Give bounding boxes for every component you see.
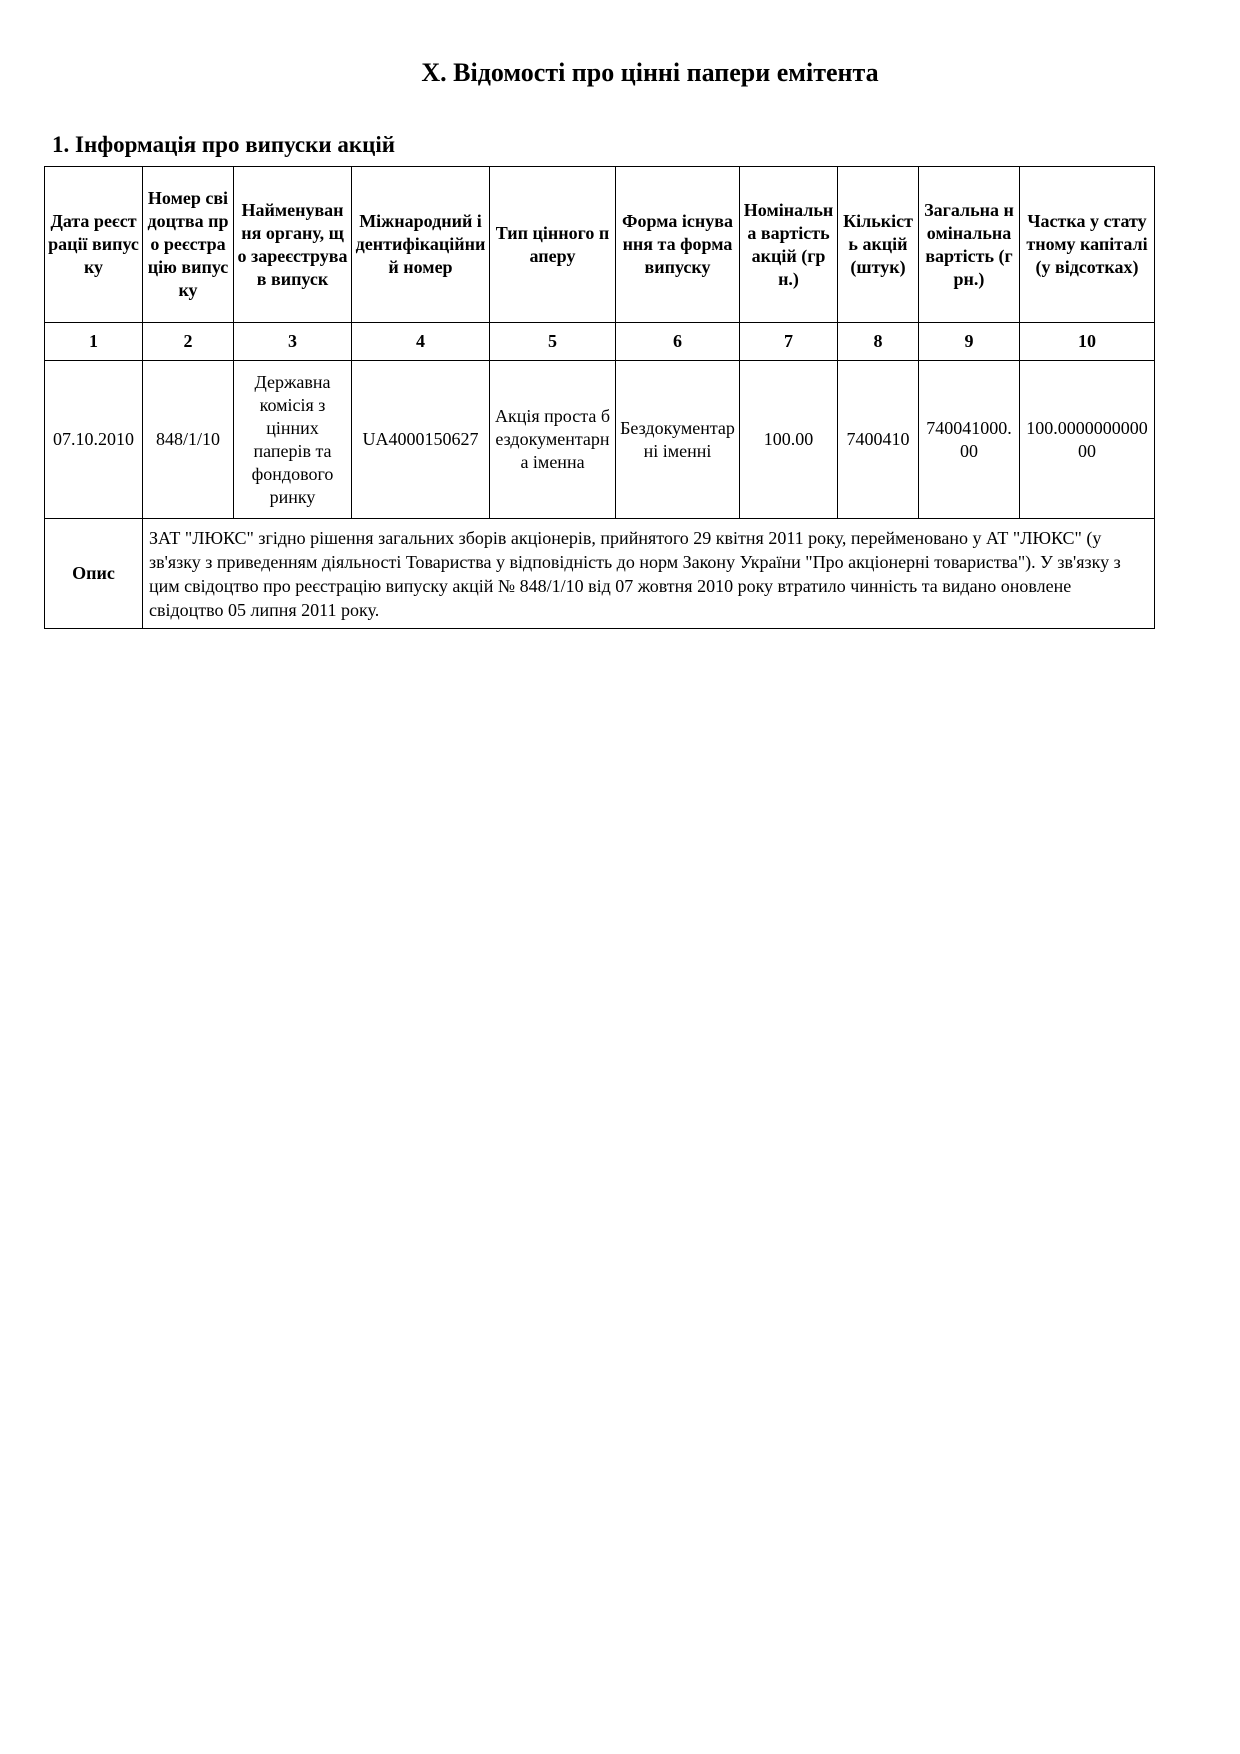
header-security-type: Тип цінного паперу (490, 167, 616, 323)
column-number: 1 (45, 323, 143, 361)
column-number: 3 (234, 323, 352, 361)
registering-authority-cell: Державна комісія з цінних паперів та фондового ринку (234, 361, 352, 519)
column-number: 10 (1020, 323, 1155, 361)
header-registering-authority: Найменування органу, що зареєстрував випуск (234, 167, 352, 323)
registration-date-cell: 07.10.2010 (45, 361, 143, 519)
column-number: 9 (919, 323, 1020, 361)
header-registration-date: Дата реєстрації випуску (45, 167, 143, 323)
description-row (45, 519, 1155, 629)
column-number: 5 (490, 323, 616, 361)
certificate-number-cell: 848/1/10 (143, 361, 234, 519)
total-nominal-value-cell: 740041000.00 (919, 361, 1020, 519)
header-nominal-value: Номінальна вартість акцій (грн.) (740, 167, 838, 323)
table-header-row (45, 167, 1155, 323)
header-form: Форма існування та форма випуску (616, 167, 740, 323)
nominal-value-cell: 100.00 (740, 361, 838, 519)
column-number: 4 (352, 323, 490, 361)
header-isin: Міжнародний ідентифікаційний номер (352, 167, 490, 323)
column-number-row (45, 323, 1155, 361)
security-type-cell: Акція проста бездокументарна іменна (490, 361, 616, 519)
column-number: 2 (143, 323, 234, 361)
column-number: 8 (838, 323, 919, 361)
page-title: X. Відомості про цінні папери емітента (421, 58, 879, 87)
table-row (45, 361, 1155, 519)
form-cell: Бездокументарні іменні (616, 361, 740, 519)
section-title: 1. Інформація про випуски акцій (52, 132, 396, 157)
column-number: 6 (616, 323, 740, 361)
header-share-percent: Частка у статутному капіталі (у відсотках) (1020, 167, 1155, 323)
isin-cell: UA4000150627 (352, 361, 490, 519)
header-quantity: Кількість акцій (штук) (838, 167, 919, 323)
share-issues-table (44, 166, 1155, 629)
header-certificate-number: Номер свідоцтва про реєстрацію випуску (143, 167, 234, 323)
share-percent-cell: 100.000000000000 (1020, 361, 1155, 519)
quantity-cell: 7400410 (838, 361, 919, 519)
column-number: 7 (740, 323, 838, 361)
description-text: ЗАТ "ЛЮКС" згідно рішення загальних зборів акціонерів, прийнятого 29 квітня 2011 року, перейменовано у АТ "ЛЮКС" (у зв'язку з приведенням діяльності Товариства у відповідність до норм Закону України "Про акціонерні товариства"). У зв'язку з цим свідоцтво про реєстрацію випуску акцій № 848/1/10 від 07 жовтня 2010 року втратило чинність та видано оновлене свідоцтво 05 липня 2011 року. (143, 519, 1155, 629)
header-total-nominal-value: Загальна номінальна вартість (грн.) (919, 167, 1020, 323)
description-label: Опис (45, 519, 143, 629)
